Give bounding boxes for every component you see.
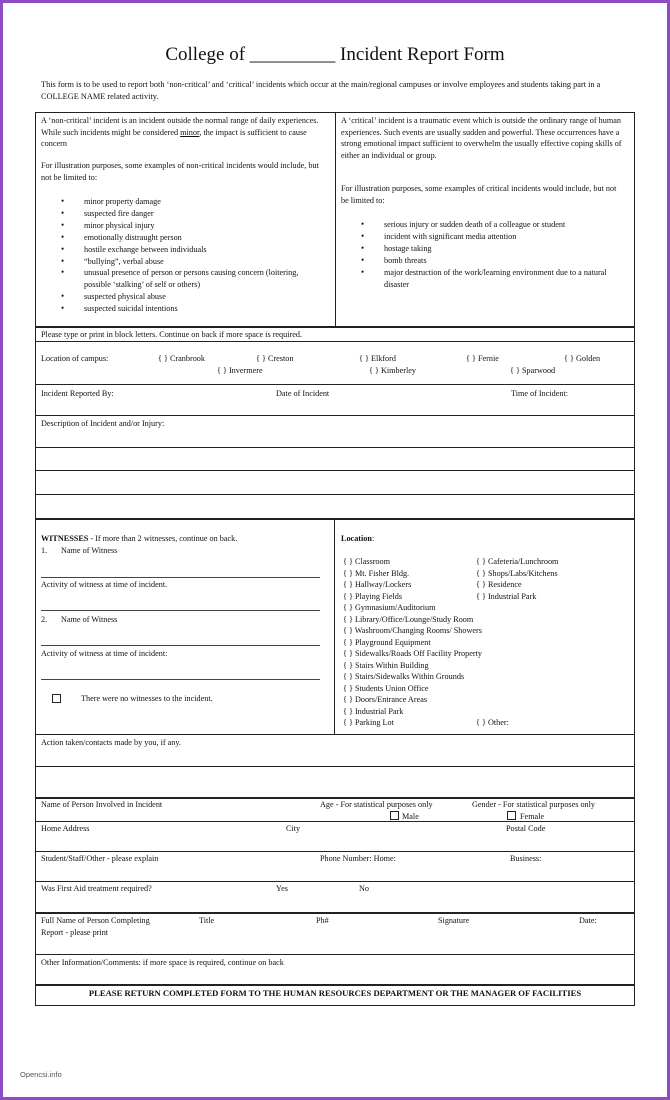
location-option[interactable]: { } Industrial Park bbox=[476, 592, 537, 601]
witness-location-divider bbox=[334, 518, 335, 735]
first-aid-question: Was First Aid treatment required? bbox=[41, 884, 152, 893]
completer-name-field[interactable]: Full Name of Person Completing bbox=[41, 916, 150, 925]
divider bbox=[35, 494, 635, 495]
male-label: Male bbox=[402, 812, 419, 821]
location-option[interactable]: { } Industrial Park bbox=[343, 707, 404, 716]
no-witnesses-label: There were no witnesses to the incident. bbox=[81, 694, 213, 703]
location-option[interactable]: { } Cafeteria/Lunchroom bbox=[476, 557, 559, 566]
list-item: • suspected suicidal intentions bbox=[41, 303, 326, 315]
instruction-text: Please type or print in block letters. Continue on back if more space is required. bbox=[41, 330, 303, 339]
return-notice: PLEASE RETURN COMPLETED FORM TO THE HUMAN RESOURCES DEPARTMENT OR THE MANAGER OF FACILITIES bbox=[88, 988, 582, 998]
witness-2-activity-field[interactable]: Activity of witness at time of incident: bbox=[41, 649, 168, 658]
campus-label: Location of campus: bbox=[41, 354, 109, 363]
list-item: • suspected physical abuse bbox=[41, 291, 326, 303]
form-title: College of _________ Incident Report Form bbox=[165, 44, 505, 65]
male-checkbox[interactable] bbox=[390, 811, 399, 820]
witness-1-name-field[interactable]: Name of Witness bbox=[61, 546, 118, 555]
completer-phone-field[interactable]: Ph# bbox=[316, 916, 329, 925]
no-witnesses-checkbox[interactable] bbox=[52, 694, 61, 703]
female-checkbox[interactable] bbox=[507, 811, 516, 820]
definitions-divider bbox=[335, 112, 336, 327]
campus-option-kimberley[interactable]: { } Kimberley bbox=[369, 366, 416, 375]
critical-definition: A ‘critical’ incident is a traumatic event which is outside the ordinary range of human experiences. Such events are usually sudden and powerful. These occurrences have a strong emotional impact sufficient to overwhelm the usually effective coping skills of either an individual or group. bbox=[341, 116, 622, 160]
witness-1-number: 1. bbox=[41, 546, 48, 555]
list-item: • bomb threats bbox=[341, 255, 626, 267]
person-name-field[interactable]: Name of Person Involved in Incident bbox=[41, 800, 163, 809]
action-field[interactable]: Action taken/contacts made by you, if any. bbox=[41, 738, 181, 747]
location-heading: Location: bbox=[341, 534, 375, 543]
witnesses-heading: WITNESSES - If more than 2 witnesses, continue on back. bbox=[41, 534, 238, 543]
status-field[interactable]: Student/Staff/Other - please explain bbox=[41, 854, 159, 863]
location-option[interactable]: { } Playing Fields bbox=[343, 592, 403, 601]
list-item: • “bullying”, verbal abuse bbox=[41, 256, 326, 268]
other-info-field[interactable]: Other Information/Comments: if more space is required, continue on back bbox=[41, 958, 284, 967]
campus-option-cranbrook[interactable]: { } Cranbrook bbox=[158, 354, 205, 363]
witness-2-name-line[interactable] bbox=[41, 645, 320, 646]
campus-option-golden[interactable]: { } Golden bbox=[564, 354, 601, 363]
location-option[interactable]: { } Residence bbox=[476, 580, 522, 589]
location-option[interactable]: { } Stairs/Sidewalks Within Grounds bbox=[343, 672, 465, 681]
time-of-incident-field[interactable]: Time of Incident: bbox=[511, 389, 569, 398]
divider bbox=[35, 326, 635, 328]
witness-1-activity-line[interactable] bbox=[41, 610, 320, 611]
list-item: • minor physical injury bbox=[41, 220, 326, 232]
list-item: • serious injury or sudden death of a colleague or student bbox=[341, 219, 626, 231]
divider bbox=[35, 821, 635, 822]
divider bbox=[35, 447, 635, 448]
female-label: Female bbox=[520, 812, 545, 821]
noncritical-list bbox=[41, 196, 326, 315]
watermark-text: Opencsi.info bbox=[20, 1070, 62, 1079]
campus-option-invermere[interactable]: { } Invermere bbox=[217, 366, 263, 375]
location-option[interactable]: { } Library/Office/Lounge/Study Room bbox=[343, 615, 474, 624]
age-field[interactable]: Age - For statistical purposes only bbox=[320, 800, 433, 809]
completer-date-field[interactable]: Date: bbox=[579, 916, 597, 925]
location-option[interactable]: { } Stairs Within Building bbox=[343, 661, 429, 670]
business-phone-field[interactable]: Business: bbox=[510, 854, 542, 863]
location-option[interactable]: { } Classroom bbox=[343, 557, 390, 566]
witness-2-number: 2. bbox=[41, 615, 48, 624]
list-item: • hostile exchange between individuals bbox=[41, 244, 326, 256]
divider bbox=[35, 881, 635, 882]
list-item: • emotionally distraught person bbox=[41, 232, 326, 244]
list-item: • minor property damage bbox=[41, 196, 326, 208]
divider bbox=[35, 384, 635, 385]
list-item: • incident with significant media attention bbox=[341, 231, 626, 243]
gender-label: Gender - For statistical purposes only bbox=[472, 800, 596, 809]
campus-option-elkford[interactable]: { } Elkford bbox=[359, 354, 396, 363]
city-field[interactable]: City bbox=[286, 824, 301, 833]
completer-title-field[interactable]: Title bbox=[199, 916, 215, 925]
noncritical-definition: A ‘non-critical’ incident is an incident outside the normal range of daily experiences. While such incidents might be considered minor, the impact is sufficient to cause concern bbox=[41, 116, 319, 149]
list-item: • hostage taking bbox=[341, 243, 626, 255]
location-option[interactable]: { } Hallway/Lockers bbox=[343, 580, 412, 589]
witness-2-name-field[interactable]: Name of Witness bbox=[61, 615, 118, 624]
divider bbox=[35, 415, 635, 416]
location-option[interactable]: { } Playground Equipment bbox=[343, 638, 431, 647]
location-option[interactable]: { } Sidewalks/Roads Off Facility Property bbox=[343, 649, 482, 658]
home-phone-field[interactable]: Phone Number: Home: bbox=[320, 854, 396, 863]
first-aid-no[interactable]: No bbox=[359, 884, 370, 893]
intro-paragraph: This form is to be used to report both ‘non-critical’ and ‘critical’ incidents which occur at the main/regional campuses or involve employees and students taking part in a COLLEGE NAME related activity. bbox=[41, 80, 601, 101]
critical-examples-intro: For illustration purposes, some examples of critical incidents would include, but not be limited to: bbox=[341, 184, 617, 205]
campus-option-fernie[interactable]: { } Fernie bbox=[466, 354, 499, 363]
divider bbox=[35, 766, 635, 767]
home-address-field[interactable]: Home Address bbox=[41, 824, 90, 833]
reported-by-field[interactable]: Incident Reported By: bbox=[41, 389, 114, 398]
location-option[interactable]: { } Shops/Labs/Kitchens bbox=[476, 569, 558, 578]
divider bbox=[35, 912, 635, 914]
divider bbox=[35, 954, 635, 955]
campus-option-sparwood[interactable]: { } Sparwood bbox=[510, 366, 556, 375]
signature-field[interactable]: Signature bbox=[438, 916, 470, 925]
divider bbox=[35, 518, 635, 520]
noncritical-examples-intro: For illustration purposes, some examples of non-critical incidents would include, but not be limited to: bbox=[41, 161, 319, 182]
list-item: • suspected fire danger bbox=[41, 208, 326, 220]
witness-1-activity-field[interactable]: Activity of witness at time of incident. bbox=[41, 580, 168, 589]
date-of-incident-field[interactable]: Date of Incident bbox=[276, 389, 330, 398]
divider bbox=[35, 984, 635, 986]
location-option[interactable]: { } Doors/Entrance Areas bbox=[343, 695, 428, 704]
location-option[interactable]: { } Washroom/Changing Rooms/ Showers bbox=[343, 626, 482, 635]
list-item: • major destruction of the work/learning environment due to a natural disaster bbox=[341, 267, 626, 291]
completer-name-field-line2: Report - please print bbox=[41, 928, 109, 937]
description-field[interactable]: Description of Incident and/or Injury: bbox=[41, 419, 165, 428]
witness-2-activity-line[interactable] bbox=[41, 679, 320, 680]
first-aid-yes[interactable]: Yes bbox=[276, 884, 288, 893]
divider bbox=[35, 470, 635, 471]
divider bbox=[35, 851, 635, 852]
location-option[interactable]: { } Students Union Office bbox=[343, 684, 429, 693]
postal-code-field[interactable]: Postal Code bbox=[506, 824, 546, 833]
witness-1-name-line[interactable] bbox=[41, 577, 320, 578]
divider bbox=[35, 341, 635, 342]
list-item: • unusual presence of person or persons causing concern (loitering, possible ‘stalking’ of self or others) bbox=[41, 267, 326, 291]
campus-option-creston[interactable]: { } Creston bbox=[256, 354, 294, 363]
location-option[interactable]: { } Mt. Fisher Bldg. bbox=[343, 569, 410, 578]
location-option-other[interactable]: { } Other: bbox=[476, 718, 509, 727]
critical-list bbox=[341, 219, 626, 290]
location-option[interactable]: { } Gymnasium/Auditorium bbox=[343, 603, 436, 612]
location-option[interactable]: { } Parking Lot bbox=[343, 718, 394, 727]
